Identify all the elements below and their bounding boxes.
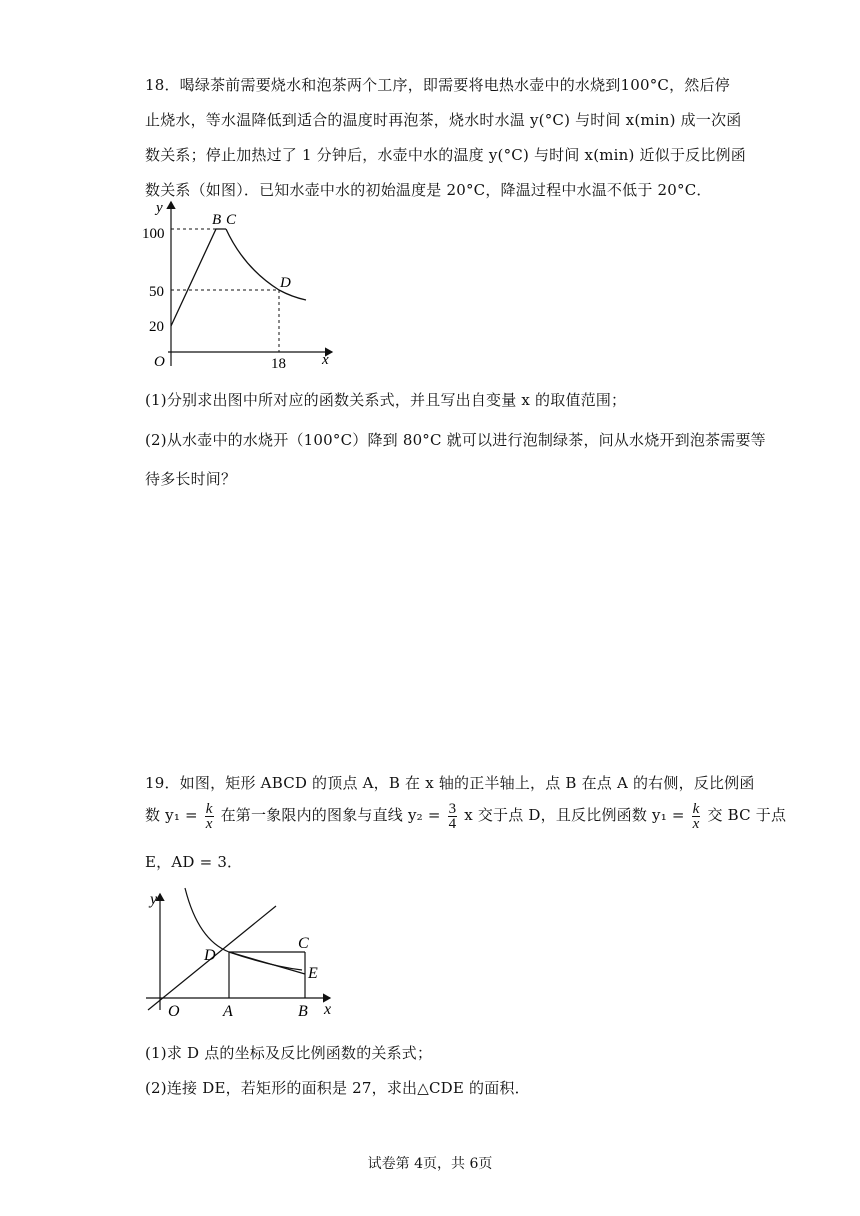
q19-line-2-b: 在第一象限内的图象与直线 y₂ =: [220, 806, 441, 824]
q18-line-3: 数关系；停止加热过了 1 分钟后，水壶中水的温度 y(°C) 与时间 x(min) 近似于反比例函: [145, 146, 746, 164]
q19-point-D: D: [204, 947, 216, 964]
q19-figure: [140, 880, 350, 1022]
q19-segment-DE: [229, 952, 305, 974]
q18-tick-50: 50: [149, 284, 164, 300]
q19-fraction-k-over-x-2: $\frac{k}{x}$: [692, 800, 700, 832]
q19-line-2-a: 数 y₁ =: [145, 806, 198, 824]
q18-x-label: x: [322, 352, 329, 368]
page-footer: 试卷第 4页，共 6页: [367, 1156, 493, 1172]
q18-line-2: 止烧水，等水温降低到适合的温度时再泡茶，烧水时水温 y(°C) 与时间 x(min) 成一次函: [145, 111, 742, 129]
q18-y-label: y: [156, 200, 163, 216]
q18-origin-label: O: [154, 354, 165, 370]
q19-point-A: A: [223, 1003, 233, 1020]
q18-figure: [140, 196, 350, 376]
q19-point-B: B: [298, 1003, 308, 1020]
q18-tick-18: 18: [271, 356, 286, 372]
q18-cooling-curve: [226, 229, 306, 300]
q19-line-2: [145, 800, 786, 831]
q19-point-E: E: [308, 965, 318, 982]
q18-heating-line: [171, 229, 226, 326]
q18-point-B: B: [212, 212, 222, 228]
q18-part-1: (1)分别求出图中所对应的函数关系式，并且写出自变量 x 的取值范围；: [145, 391, 627, 409]
q19-line-1: 19．如图，矩形 ABCD 的顶点 A，B 在 x 轴的正半轴上，点 B 在点 A 的右侧，反比例函: [145, 774, 755, 792]
q18-tick-20: 20: [149, 319, 164, 335]
q18-part-2-a: (2)从水壶中的水烧开（100°C）降到 80°C 就可以进行泡制绿茶，问从水烧开到泡茶需要等: [145, 431, 766, 449]
q18-line-4: 数关系（如图）．已知水壶中水的初始温度是 20°C，降温过程中水温不低于 20°C．: [145, 181, 712, 199]
q18-point-C: C: [226, 212, 237, 228]
q19-line-2-d: 交 BC 于点: [707, 806, 787, 824]
q18-line-1: 18．喝绿茶前需要烧水和泡茶两个工序，即需要将电热水壶中的水烧到100°C，然后停: [145, 76, 730, 94]
q18-tick-100: 100: [142, 226, 165, 242]
q19-line-3: E，AD = 3．: [145, 853, 243, 871]
q19-hyperbola: [185, 888, 302, 970]
q19-fraction-k-over-x-1: $\frac{k}{x}$: [205, 800, 213, 832]
q18-point-D: D: [280, 275, 291, 291]
q19-origin-label: O: [168, 1003, 180, 1020]
q19-part-1: (1)求 D 点的坐标及反比例函数的关系式；: [145, 1044, 433, 1062]
q19-y-label: y: [150, 891, 158, 908]
q18-part-2-b: 待多长时间？: [145, 470, 237, 488]
q19-line-2-c: x 交于点 D，且反比例函数 y₁ =: [464, 806, 685, 824]
q19-point-C: C: [298, 935, 309, 952]
q19-x-label: x: [324, 1001, 332, 1018]
q19-fraction-3-over-4: $\frac{3}{4}$: [448, 800, 457, 832]
q19-part-2: (2)连接 DE，若矩形的面积是 27，求出△CDE 的面积．: [145, 1079, 530, 1097]
